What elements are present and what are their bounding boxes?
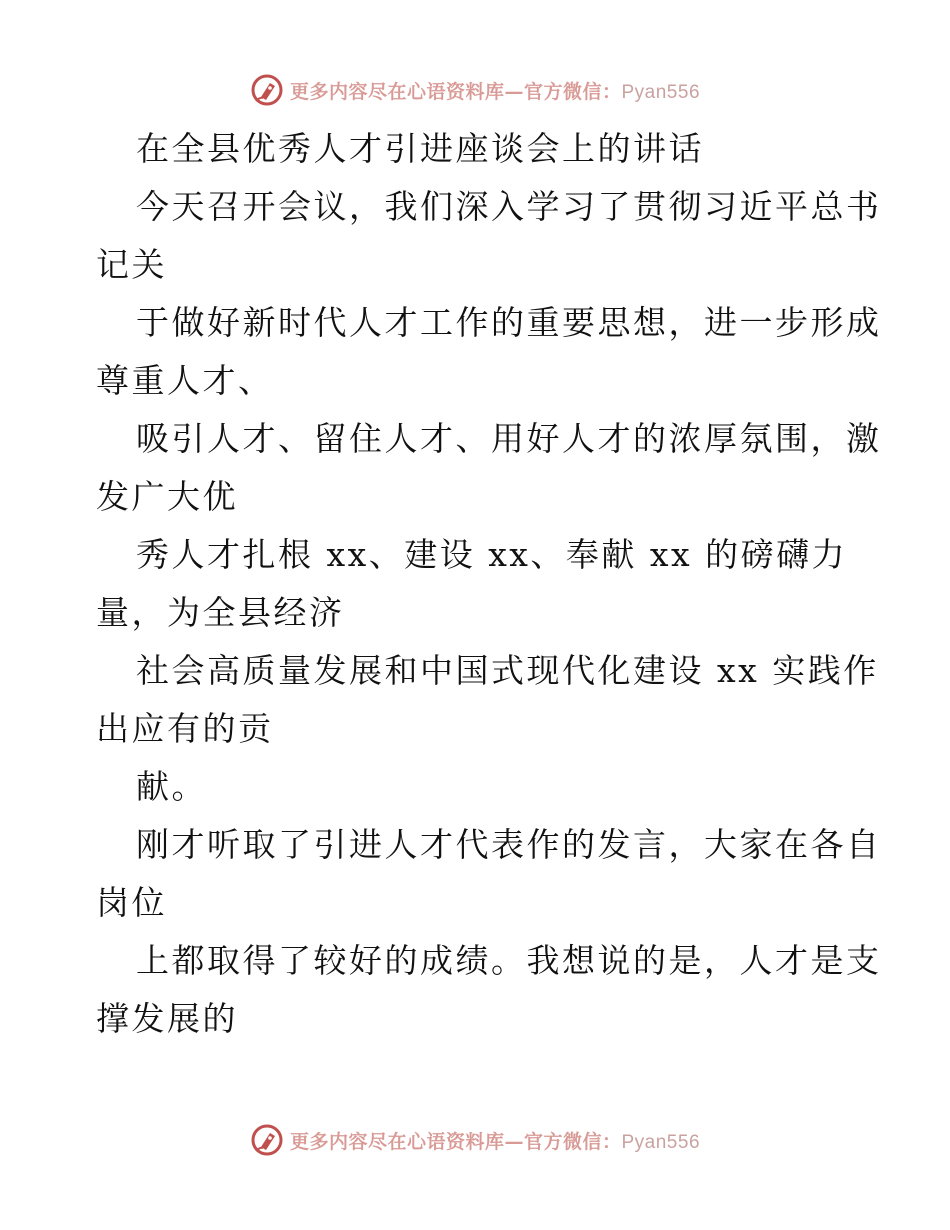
text-line: 撑发展的 — [96, 999, 238, 1038]
text-line: 发广大优 — [96, 477, 238, 516]
text-line: 刚才听取了引进人才代表作的发言，大家在各自 — [136, 825, 882, 864]
text-line: 记关 — [96, 245, 167, 284]
text-line: 吸引人才、留住人才、用好人才的浓厚氛围，激 — [136, 419, 882, 458]
footer-banner — [0, 1120, 950, 1160]
pen-nib-circle-icon — [250, 1123, 284, 1157]
text-line: 于做好新时代人才工作的重要思想，进一步形成 — [136, 303, 882, 342]
text-line: 上都取得了较好的成绩。我想说的是，人才是支 — [136, 941, 882, 980]
header-banner-account: Pyan556 — [621, 81, 701, 103]
footer-banner-account: Pyan556 — [621, 1131, 701, 1153]
document-body — [96, 120, 882, 1048]
pen-nib-circle-icon — [250, 73, 284, 107]
text-line: 量，为全县经济 — [96, 593, 345, 632]
header-banner — [0, 70, 950, 110]
text-line: 岗位 — [96, 883, 167, 922]
footer-banner-text: 更多内容尽在心语资料库—官方微信：Pyan556 — [289, 1130, 701, 1153]
text-line: 尊重人才、 — [96, 361, 274, 400]
paragraph-lines — [96, 178, 882, 1048]
document-title: 在全县优秀人才引进座谈会上的讲话 — [136, 129, 704, 168]
text-line: 社会高质量发展和中国式现代化建设 xx 实践作 — [136, 651, 879, 690]
header-banner-text: 更多内容尽在心语资料库—官方微信：Pyan556 — [289, 80, 701, 103]
text-line: 今天召开会议，我们深入学习了贯彻习近平总书 — [136, 187, 882, 226]
text-line: 出应有的贡 — [96, 709, 274, 748]
text-line: 秀人才扎根 xx、建设 xx、奉献 xx 的磅礴力 — [136, 535, 848, 574]
text-line: 献。 — [136, 767, 207, 806]
